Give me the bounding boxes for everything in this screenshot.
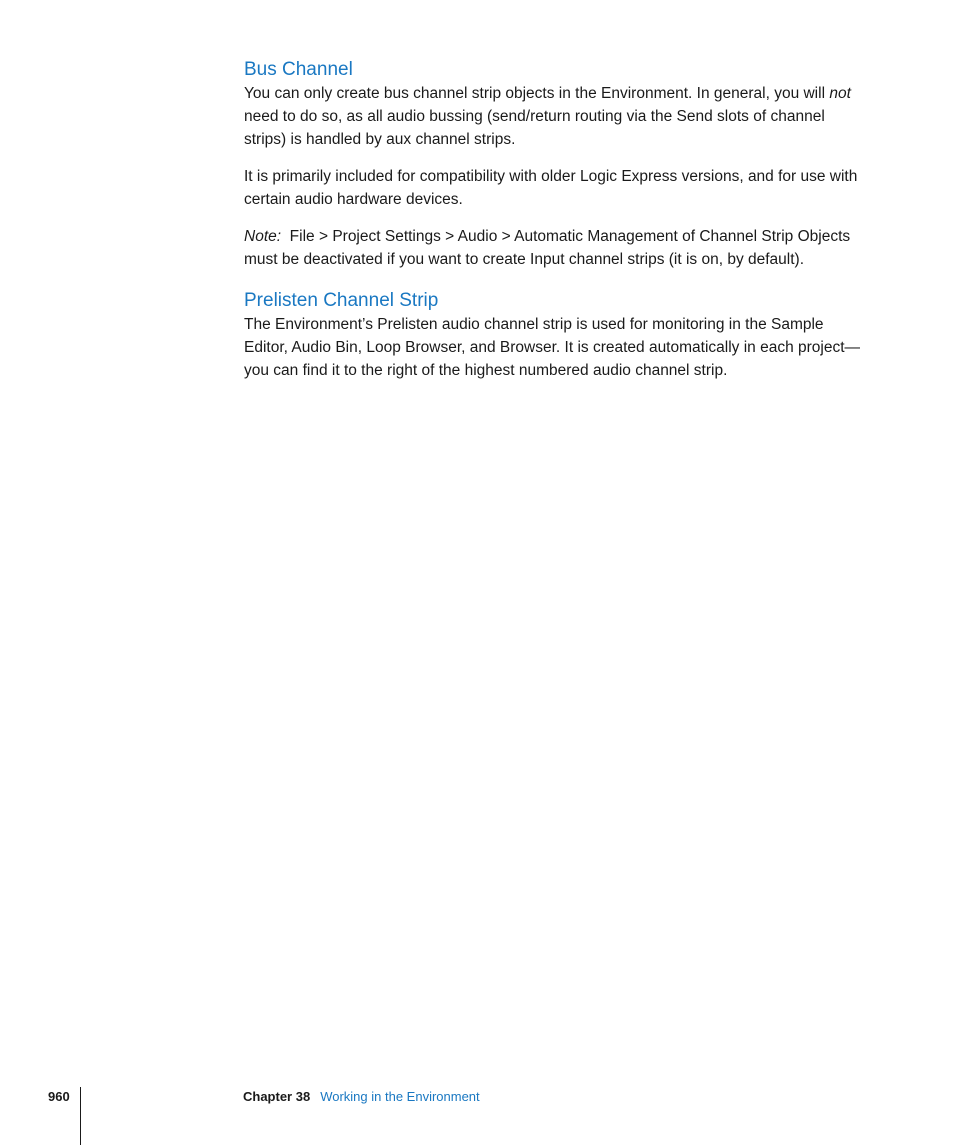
page-content	[244, 58, 864, 382]
paragraph-bus-note	[244, 225, 864, 271]
emphasis-not: not	[829, 85, 851, 102]
footer-chapter-label: Chapter 38	[243, 1089, 311, 1104]
footer-chapter-title-link[interactable]: Working in the Environment	[320, 1089, 480, 1104]
footer-chapter	[243, 1089, 480, 1105]
heading-bus-channel: Bus Channel	[244, 59, 353, 80]
text-run: You can only create bus channel strip objects in the Environment. In general, you will	[244, 85, 830, 102]
page-number: 960	[48, 1089, 70, 1104]
section-prelisten-channel-strip	[244, 289, 864, 382]
paragraph-prelisten: The Environment’s Prelisten audio channel strip is used for monitoring in the Sample Editor, Audio Bin, Loop Browser, and Browser. It is created automatically in each project—you can find it to the right of the highest numbered audio channel strip.	[244, 316, 861, 379]
note-text: File > Project Settings > Audio > Automatic Management of Channel Strip Objects must be deactivated if you want to create Input channel strips (it is on, by default).	[244, 228, 855, 268]
note-label: Note:	[244, 228, 282, 245]
paragraph-bus-compatibility: It is primarily included for compatibility with older Logic Express versions, and for use with certain audio hardware devices.	[244, 168, 858, 208]
footer-divider	[80, 1087, 81, 1145]
section-bus-channel	[244, 58, 864, 271]
heading-prelisten-channel-strip: Prelisten Channel Strip	[244, 290, 439, 311]
paragraph-bus-intro	[244, 82, 864, 151]
text-run: need to do so, as all audio bussing (send/return routing via the Send slots of channel strips) is handled by aux channel strips.	[244, 108, 825, 148]
